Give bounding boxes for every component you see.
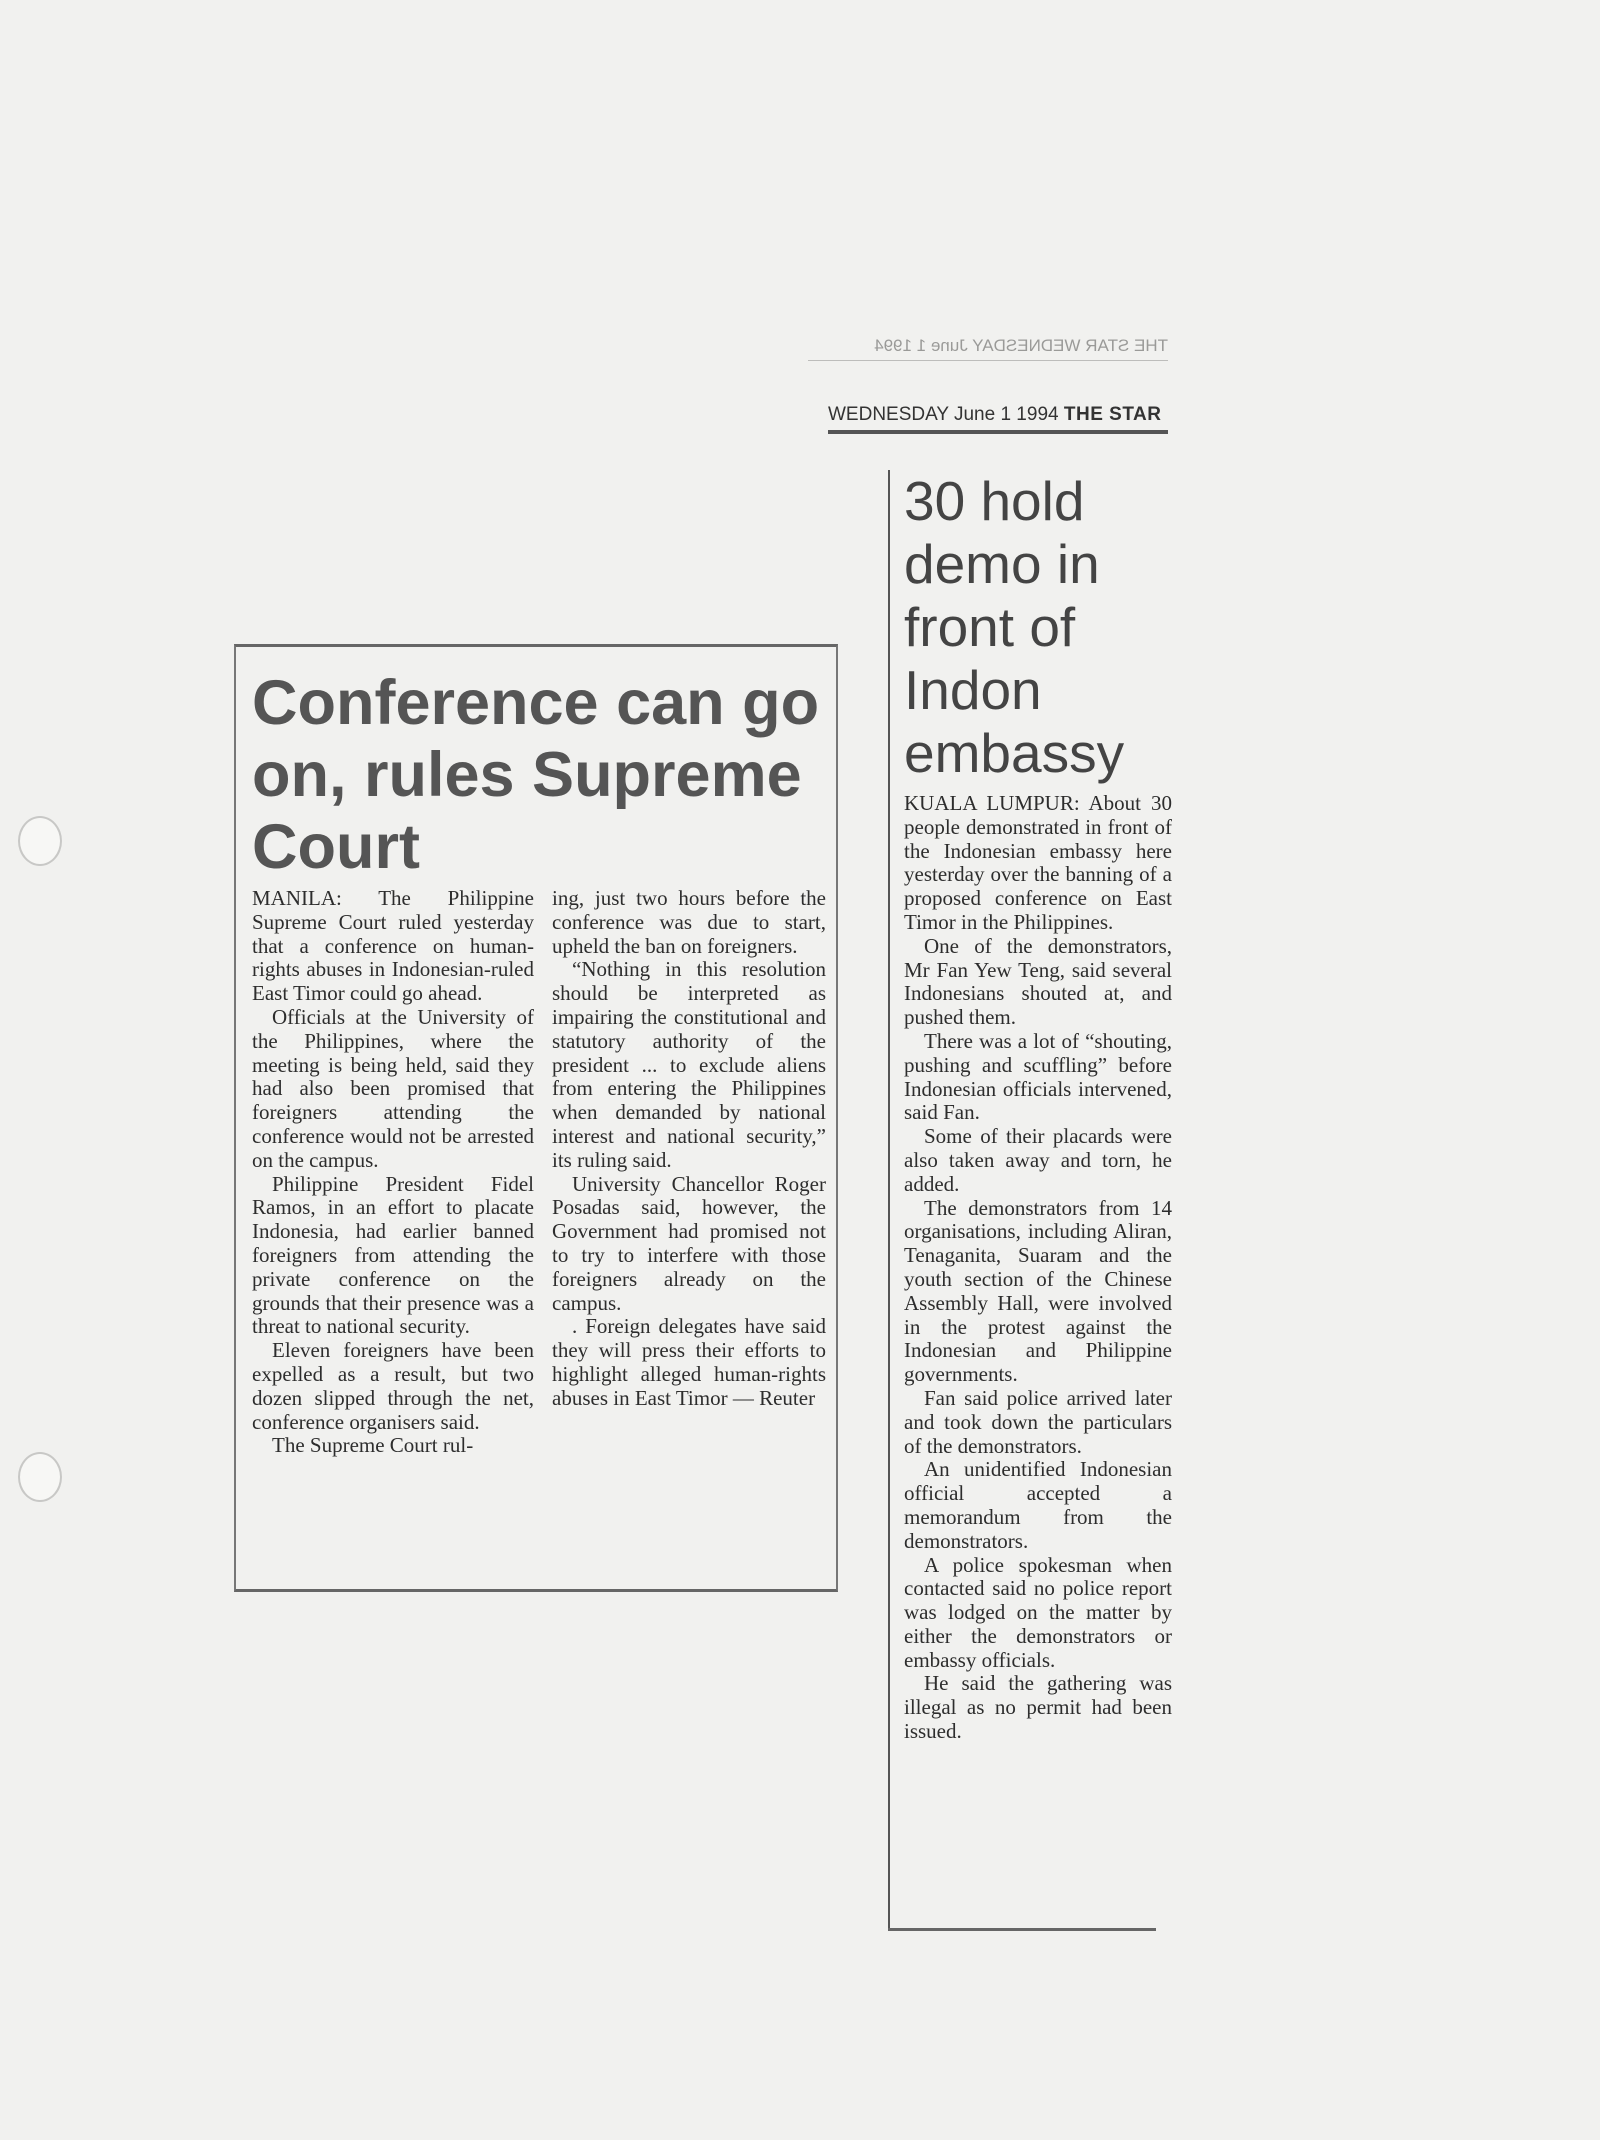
article-conference-headline: Conference can go on, rules Supreme Court bbox=[252, 668, 820, 882]
article-conference-column-1 bbox=[252, 887, 534, 1458]
masthead bbox=[828, 404, 1168, 434]
article-demo-end-rule bbox=[888, 1928, 1156, 1931]
paragraph: KUALA LUMPUR: About 30 people demonstrated in front of the Indonesian embassy here yesterday over the banning of a proposed conference on East Timor in the Philippines. bbox=[904, 791, 1172, 934]
article-demo bbox=[888, 470, 1180, 1930]
paragraph: A police spokesman when contacted said no police report was lodged on the matter by either the demonstrators or embassy officials. bbox=[904, 1552, 1172, 1672]
bleed-through-masthead: THE STAR WEDNESDAY June 1 1994 bbox=[808, 336, 1168, 361]
paragraph: “Nothing in this resolution should be interpreted as impairing the constitutional and statutory authority of the president ... to exclude aliens from entering the Philippines when demanded by national interest and national security,” its ruling said. bbox=[552, 957, 826, 1172]
punch-hole-bottom bbox=[18, 1452, 62, 1502]
masthead-date: WEDNESDAY June 1 1994 bbox=[828, 404, 1059, 425]
article-demo-headline: 30 hold demo in front of Indon embassy bbox=[904, 470, 1125, 784]
masthead-paper-name: THE STAR bbox=[1063, 404, 1162, 425]
article-conference bbox=[234, 644, 838, 1592]
paragraph: The demonstrators from 14 organisations, including Aliran, Tenaganita, Suaram and the youth section of the Chinese Assembly Hall, were involved in the protest against the Indonesian and Philippine governments. bbox=[904, 1195, 1172, 1387]
article-demo-column bbox=[904, 792, 1172, 1744]
paragraph: Philippine President Fidel Ramos, in an effort to placate Indonesia, had earlier banned foreigners from attending the private conference on the grounds that their presence was a threat to national security. bbox=[252, 1171, 534, 1339]
punch-hole-top bbox=[18, 816, 62, 866]
paragraph: He said the gathering was illegal as no permit had been issued. bbox=[904, 1671, 1172, 1744]
article-conference-column-2 bbox=[552, 887, 826, 1411]
paragraph: ing, just two hours before the conference was due to start, upheld the ban on foreigners. bbox=[552, 886, 826, 958]
paragraph: The Supreme Court rul- bbox=[272, 1433, 474, 1458]
paragraph: Eleven foreigners have been expelled as a result, but two dozen slipped through the net, conference organisers said. bbox=[252, 1338, 534, 1434]
paragraph: One of the demonstrators, Mr Fan Yew Teng, said several Indonesians shouted at, and pushed them. bbox=[904, 933, 1172, 1030]
paragraph: . Foreign delegates have said they will press their efforts to highlight alleged human-rights abuses in East Timor — Reuter bbox=[552, 1314, 826, 1410]
paragraph: Fan said police arrived later and took down the particulars of the demonstrators. bbox=[904, 1385, 1172, 1458]
paragraph: Some of their placards were also taken away and torn, he added. bbox=[904, 1124, 1172, 1196]
paragraph: Officials at the University of the Philippines, where the meeting is being held, said they had also been promised that foreigners attending the conference would not be arrested on the campus. bbox=[252, 1004, 534, 1172]
paragraph: University Chancellor Roger Posadas said, however, the Government had promised not to try to interfere with those foreigners already on the campus. bbox=[552, 1171, 826, 1315]
paragraph: MANILA: The Philippine Supreme Court ruled yesterday that a conference on human-rights abuses in Indonesian-ruled East Timor could go ahead. bbox=[252, 886, 534, 1006]
paragraph: There was a lot of “shouting, pushing and scuffling” before Indonesian officials intervened, said Fan. bbox=[904, 1028, 1172, 1125]
paragraph: An unidentified Indonesian official accepted a memorandum from the demonstrators. bbox=[904, 1457, 1172, 1553]
